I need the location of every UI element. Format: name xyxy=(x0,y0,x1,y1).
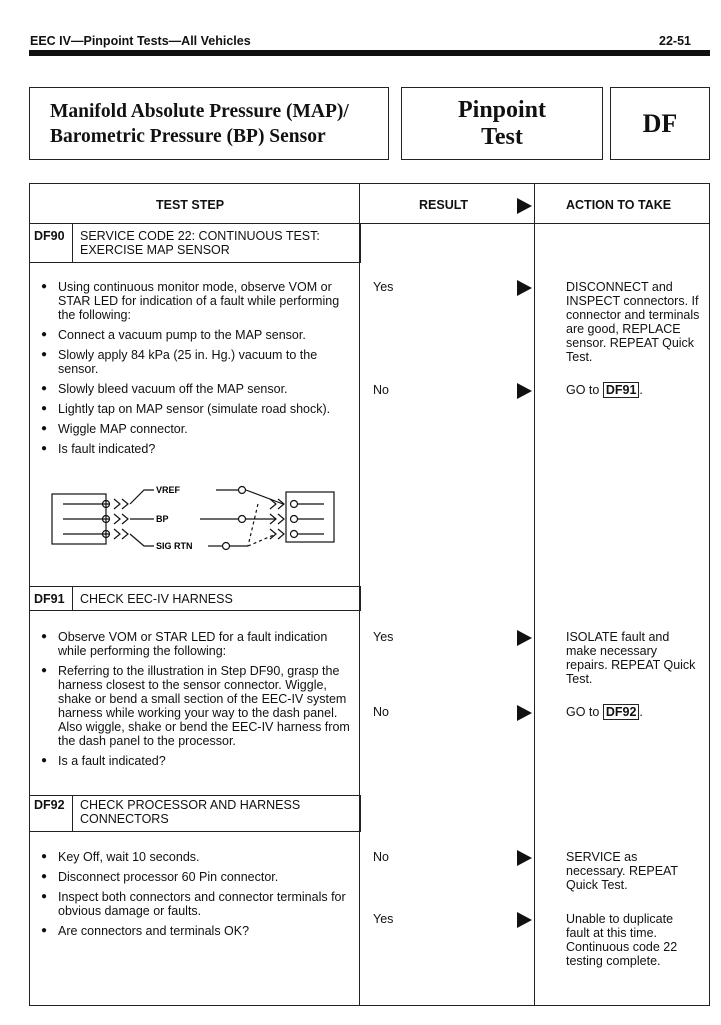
step-df92-bullets xyxy=(40,850,350,944)
step-id-df92: DF92 xyxy=(34,798,65,812)
test-table xyxy=(29,183,710,1006)
list-item: ● Is a fault indicated? xyxy=(40,754,352,768)
step-id-separator xyxy=(72,223,73,263)
sig-rtn-label: SIG RTN xyxy=(156,541,193,551)
action-df92-no: SERVICE as necessary. REPEAT Quick Test. xyxy=(566,850,678,892)
header-rule xyxy=(29,50,710,56)
pinpoint-line1: Pinpoint xyxy=(457,96,547,123)
step-title-df91: CHECK EEC-IV HARNESS xyxy=(80,592,233,606)
step-id-df91: DF91 xyxy=(34,592,65,606)
step-title-df90-line2: EXERCISE MAP SENSOR xyxy=(80,243,230,257)
column-header-result: RESULT xyxy=(419,198,469,212)
action-df91-yes: ISOLATE fault and make necessary repairs. REPEAT Quick Test. xyxy=(566,630,696,686)
map-sensor-wiring-diagram xyxy=(48,482,338,556)
action-text: . xyxy=(639,705,643,719)
result-df91-yes: Yes xyxy=(373,630,394,644)
test-title-line2: Barometric Pressure (BP) Sensor xyxy=(50,125,326,147)
list-item: ● Slowly bleed vacuum off the MAP sensor. xyxy=(40,382,348,396)
list-item: ● Slowly apply 84 kPa (25 in. Hg.) vacuum to the sensor. xyxy=(40,348,348,376)
test-title-line1: Manifold Absolute Pressure (MAP)/ xyxy=(50,100,349,122)
action-df92-yes: Unable to duplicate fault at this time. Continuous code 22 testing complete. xyxy=(566,912,678,968)
page-number: 22-51 xyxy=(659,34,691,48)
result-df91-no: No xyxy=(373,705,389,719)
step-id-df90: DF90 xyxy=(34,229,65,243)
result-arrow-icon xyxy=(517,850,532,866)
column-header-test-step: TEST STEP xyxy=(156,198,225,212)
list-item: ● Are connectors and terminals OK? xyxy=(40,924,350,938)
list-item: ● Key Off, wait 10 seconds. xyxy=(40,850,350,864)
result-arrow-icon xyxy=(517,383,532,399)
list-item: ● Disconnect processor 60 Pin connector. xyxy=(40,870,350,884)
pinpoint-line2: Test xyxy=(481,123,523,150)
action-df91-no xyxy=(566,705,643,719)
result-df90-no: No xyxy=(373,383,389,397)
column-divider-2 xyxy=(534,184,535,1005)
step-title-df90 xyxy=(80,229,320,257)
page-header-title: EEC IV—Pinpoint Tests—All Vehicles xyxy=(30,34,251,48)
test-code: DF xyxy=(642,108,678,138)
list-item: ● Is fault indicated? xyxy=(40,442,348,456)
action-text: GO to xyxy=(566,383,600,397)
list-item: ● Observe VOM or STAR LED for a fault indication while performing the following: xyxy=(40,630,352,658)
action-text: GO to xyxy=(566,705,600,719)
step-df91-bullets xyxy=(40,630,352,774)
result-arrow-icon xyxy=(517,198,532,214)
list-item: ● Lightly tap on MAP sensor (simulate road shock). xyxy=(40,402,348,416)
list-item: ● Using continuous monitor mode, observe VOM or STAR LED for indication of a fault while performing the following: xyxy=(40,280,348,322)
test-title-box xyxy=(29,87,389,160)
test-code-box xyxy=(610,87,710,160)
step-reference-df91[interactable]: DF91 xyxy=(603,382,640,398)
bp-label: BP xyxy=(156,514,169,524)
list-item: ● Referring to the illustration in Step DF90, grasp the harness closest to the sensor connector. Wiggle, shake or bend a small section of the EEC-IV system harness while working your way to the dash panel. Also wiggle, shake or bend the EEC-IV harness from the dash panel to the processor. xyxy=(40,664,352,748)
result-df92-yes: Yes xyxy=(373,912,394,926)
step-title-df92 xyxy=(80,798,300,826)
pinpoint-test-box xyxy=(401,87,603,160)
step-id-separator xyxy=(72,586,73,611)
result-df92-no: No xyxy=(373,850,389,864)
step-df90-bullets xyxy=(40,280,348,462)
action-text: . xyxy=(639,383,643,397)
step-title-df90-line1: SERVICE CODE 22: CONTINUOUS TEST: xyxy=(80,229,320,243)
step-title-df92-line1: CHECK PROCESSOR AND HARNESS xyxy=(80,798,301,812)
list-item: ● Connect a vacuum pump to the MAP sensor. xyxy=(40,328,348,342)
step-reference-df92[interactable]: DF92 xyxy=(603,704,640,720)
list-item: ● Inspect both connectors and connector terminals for obvious damage or faults. xyxy=(40,890,350,918)
list-item: ● Wiggle MAP connector. xyxy=(40,422,348,436)
result-arrow-icon xyxy=(517,630,532,646)
action-df90-yes: DISCONNECT and INSPECT connectors. If connector and terminals are good, REPLACE sensor. REPEAT Quick Test. xyxy=(566,280,700,364)
result-arrow-icon xyxy=(517,280,532,296)
step-title-df92-line2: CONNECTORS xyxy=(80,812,169,826)
result-df90-yes: Yes xyxy=(373,280,394,294)
action-df90-no xyxy=(566,383,643,397)
vref-label: VREF xyxy=(156,485,181,495)
step-id-separator xyxy=(72,795,73,832)
result-arrow-icon xyxy=(517,705,532,721)
column-header-action: ACTION TO TAKE xyxy=(566,198,672,212)
result-arrow-icon xyxy=(517,912,532,928)
